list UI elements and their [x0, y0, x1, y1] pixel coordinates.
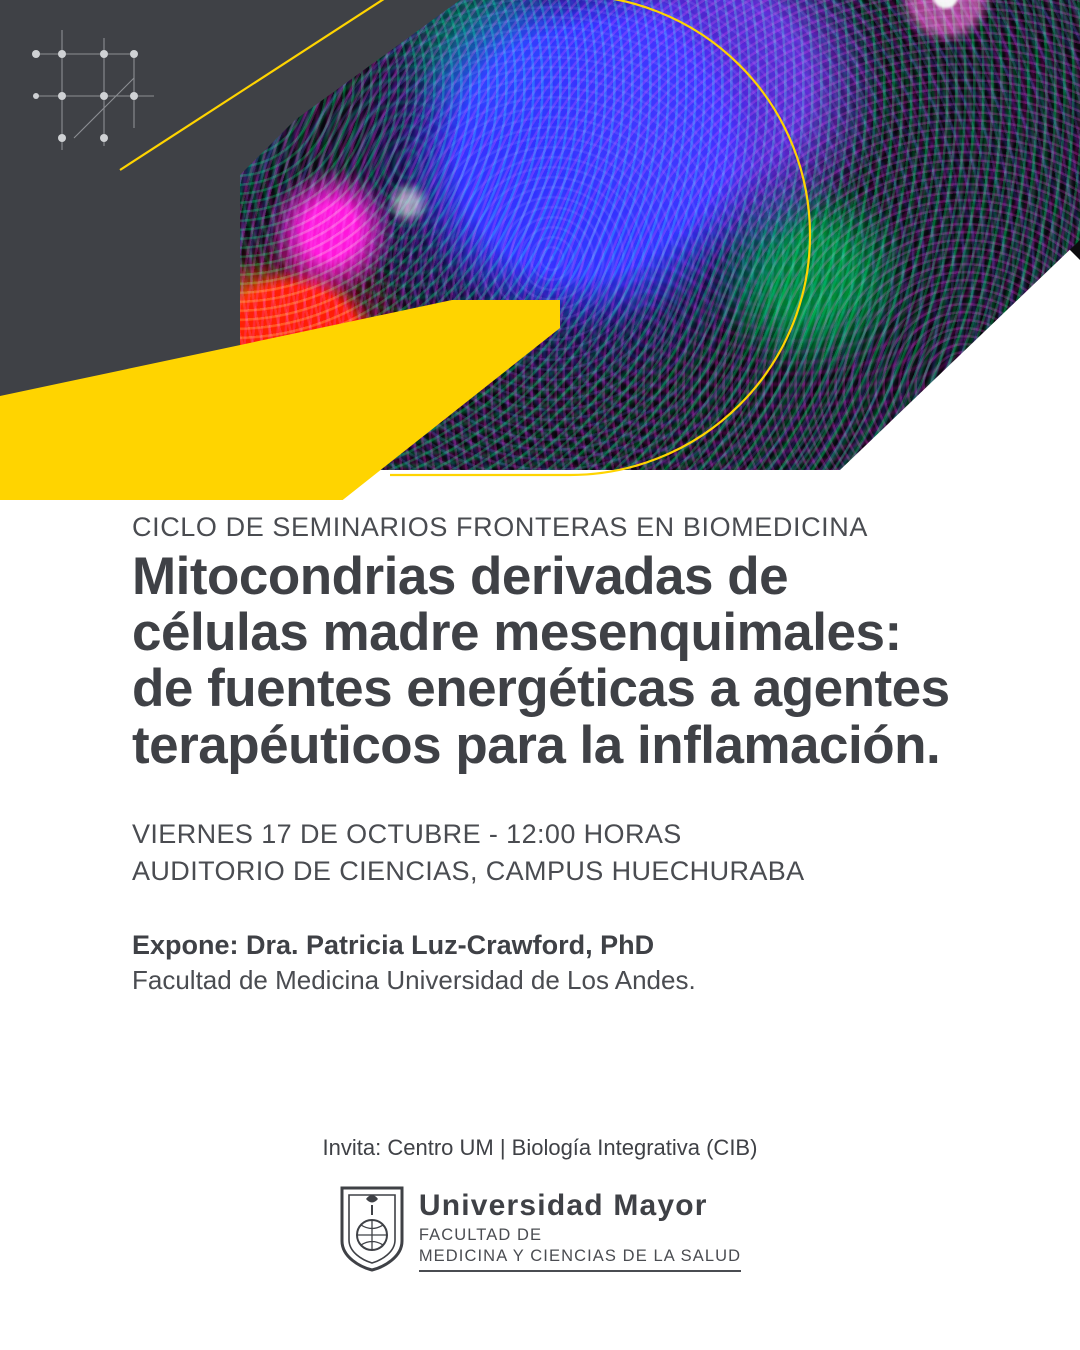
university-logo — [0, 1185, 1080, 1273]
logo-name-part1: Universidad — [418, 1189, 604, 1222]
logo-name-part2: Mayor — [613, 1189, 708, 1222]
poster-title: Mitocondrias derivadas de células madre mesenquimales: de fuentes energéticas a agentes terapéuticos para la inflamación. — [132, 547, 950, 775]
logo-faculty-line1: FACULTAD DE — [418, 1226, 543, 1244]
university-crest-icon — [339, 1185, 405, 1273]
event-venue: AUDITORIO DE CIENCIAS, CAMPUS HUECHURABA — [132, 855, 805, 886]
logo-wordmark — [419, 1185, 741, 1272]
header-artwork — [0, 0, 1080, 500]
event-datetime: VIERNES 17 DE OCTUBRE - 12:00 HORAS — [132, 818, 682, 849]
speaker-name: Expone: Dra. Patricia Luz-Crawford, PhD — [132, 930, 655, 961]
speaker-affiliation: Facultad de Medicina Universidad de Los Andes. — [132, 965, 696, 996]
series-eyebrow: CICLO DE SEMINARIOS FRONTERAS EN BIOMEDICINA — [132, 512, 868, 542]
logo-faculty-line2: MEDICINA Y CIENCIAS DE LA SALUD — [418, 1246, 742, 1265]
network-nodes-decoration — [14, 18, 184, 168]
logo-university-name — [419, 1189, 741, 1223]
poster-text-block — [132, 512, 962, 996]
organizer-line: Invita: Centro UM | Biología Integrativa (CIB) — [322, 1135, 758, 1160]
logo-faculty — [419, 1225, 741, 1272]
